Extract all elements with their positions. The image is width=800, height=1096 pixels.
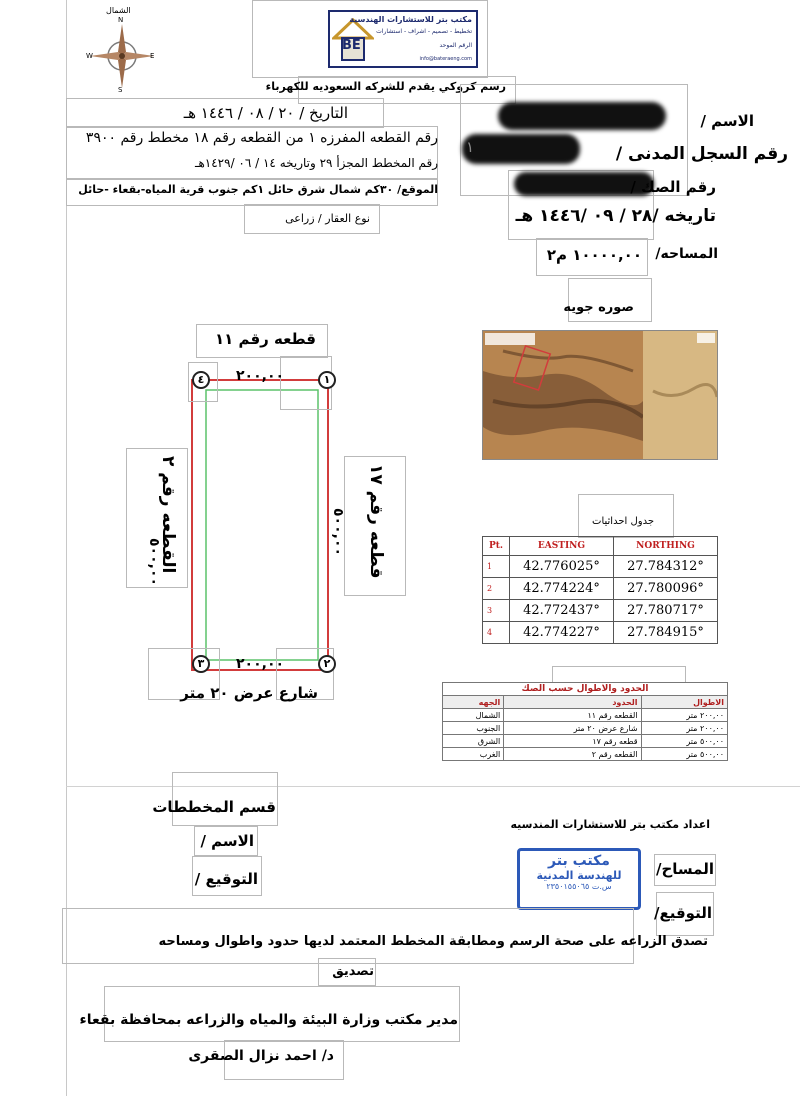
attest-text: تصدق الزراعه على صحة الرسم ومطابقة المخطط المعتمد لديها حدود واطوال ومساحه xyxy=(158,934,708,949)
compass-e: E xyxy=(150,52,155,60)
corner-4-marker: ٤ xyxy=(192,371,210,389)
footer-name: الاسم / xyxy=(200,832,254,850)
table-row xyxy=(443,722,728,735)
length-cell: ٢٠٠,٠٠ متر xyxy=(641,709,727,722)
pt-cell: 3 xyxy=(483,600,510,622)
corner-1-marker: ١ xyxy=(318,371,336,389)
right-length: ٥٠٠,٠٠ xyxy=(330,508,346,557)
area-value: ١٠٠٠٠,٠٠ م٢ xyxy=(546,246,642,264)
stamp-title: مكتب بتر xyxy=(548,853,610,869)
bounds-header-row xyxy=(443,696,728,709)
aerial-photo xyxy=(482,330,718,460)
bottom-length: ٢٠٠,٠٠ xyxy=(236,656,285,672)
easting-cell: 42.774224° xyxy=(510,578,614,600)
northing-cell: 27.780096° xyxy=(614,578,718,600)
redacted-civil xyxy=(462,134,580,164)
stamp-number: س.ت ٢٣٥٠١٥٥٠٦٥ xyxy=(546,882,612,891)
pt-cell: 4 xyxy=(483,622,510,644)
table-row xyxy=(443,735,728,748)
owner-name-label: الاسم / xyxy=(700,112,754,130)
length-cell: ٥٠٠,٠٠ متر xyxy=(641,735,727,748)
east-lot-label: قطعه رقم ١٧ xyxy=(366,464,386,579)
limit-cell: شارع عرض ٢٠ متر xyxy=(504,722,641,735)
corner-2-marker: ٢ xyxy=(318,655,336,673)
aerial-label: صوره جويه xyxy=(563,300,634,315)
south-street-label: شارع عرض ٢٠ متر xyxy=(180,684,318,702)
easting-cell: 42.774227° xyxy=(510,622,614,644)
coords-title: جدول احداثيات xyxy=(592,516,654,527)
west-lot-frame xyxy=(126,448,188,588)
northing-cell: 27.780717° xyxy=(614,600,718,622)
length-cell: ٢٠٠,٠٠ متر xyxy=(641,722,727,735)
office-stamp xyxy=(517,848,641,910)
compass-w: W xyxy=(86,52,93,60)
compass xyxy=(84,6,160,94)
table-row xyxy=(483,600,718,622)
surveyor-label: المساح/ xyxy=(655,860,714,878)
top-length: ٢٠٠,٠٠ xyxy=(236,368,285,384)
compass-s: S xyxy=(118,86,123,94)
dir-cell: الغرب xyxy=(443,748,504,761)
dir-header: الجهه xyxy=(443,696,504,709)
parcel-desc: رقم القطعه المفرزه ١ من القطعه رقم ١٨ مخطط رقم ٣٩٠٠ xyxy=(85,130,438,146)
table-row xyxy=(443,748,728,761)
west-lot-label: القطعه رقم ٢ xyxy=(158,456,178,574)
compass-rose-icon xyxy=(84,18,160,94)
logo-line2: تخطيط - تصميم - اشراف - استشارات xyxy=(376,28,472,35)
parcel-type: نوع العقار / زراعى xyxy=(285,212,370,225)
compass-n: N xyxy=(118,16,124,24)
limit-cell: قطعه رقم ١٧ xyxy=(504,735,641,748)
header-subtitle: رسم كروكي يقدم للشركه السعوديه للكهرباء xyxy=(265,80,506,93)
footer-signature: التوقيع / xyxy=(194,870,258,888)
deed-label: رقم الصك / xyxy=(630,178,716,196)
northing-cell: 27.784915° xyxy=(614,622,718,644)
approve-label: تصديق xyxy=(332,964,374,979)
civil-record-label: رقم السجل المدنى / xyxy=(615,144,788,164)
logo-mark: BE xyxy=(342,38,361,53)
logo-title: مكتب بتر للاستشارات الهندسية xyxy=(349,15,472,24)
northing-cell: 27.784312° xyxy=(614,556,718,578)
parcel-plan: رقم المخطط المجزأ ٢٩ وتاريخه ١٤ / ٠٦ /١٤٢٩هـ xyxy=(194,156,438,170)
left-length: ٥٠٠,٠٠ xyxy=(146,538,162,587)
area-label: المساحه/ xyxy=(655,246,718,262)
civil-tail: ١ xyxy=(466,138,475,156)
north-lot-label: قطعه رقم ١١ xyxy=(215,330,316,348)
easting-header: EASTING xyxy=(510,537,614,556)
deed-date: تاريخه /٢٨ / ٠٩ /١٤٤٦ هـ xyxy=(515,206,716,226)
parcel-boundary xyxy=(192,380,328,670)
limit-cell: القطعه رقم ١١ xyxy=(504,709,641,722)
aerial-terrain-image xyxy=(483,331,717,459)
pt-header: Pt. xyxy=(483,537,510,556)
corner-3-marker: ٣ xyxy=(192,655,210,673)
easting-cell: 42.772437° xyxy=(510,600,614,622)
coordinates-table xyxy=(482,536,718,644)
stamp-sub: للهندسة المدنية xyxy=(536,869,622,882)
limit-cell: القطعه رقم ٢ xyxy=(504,748,641,761)
table-row xyxy=(443,709,728,722)
redacted-name xyxy=(498,102,666,130)
coords-header-row xyxy=(483,537,718,556)
dir-cell: الجنوب xyxy=(443,722,504,735)
company-logo xyxy=(328,10,478,68)
table-row xyxy=(483,578,718,600)
parcel-location: الموقع/ ٣٠كم شمال شرق حائل ١كم جنوب قرية المياه-بقعاء -حائل xyxy=(78,183,438,196)
surveyor-signature: التوقيع/ xyxy=(654,904,712,922)
plans-dept: قسم المخططات xyxy=(152,798,276,816)
northing-header: NORTHING xyxy=(614,537,718,556)
bounds-title-row xyxy=(443,683,728,696)
dir-cell: الشرق xyxy=(443,735,504,748)
prepared-by: اعداد مكتب بتر للاستشارات المندسيه xyxy=(510,818,710,831)
pt-cell: 1 xyxy=(483,556,510,578)
dir-cell: الشمال xyxy=(443,709,504,722)
limit-header: الحدود xyxy=(504,696,641,709)
boundaries-table xyxy=(442,682,728,761)
logo-line4: info@bateraeng.com xyxy=(419,56,472,62)
table-row xyxy=(483,622,718,644)
length-cell: ٥٠٠,٠٠ متر xyxy=(641,748,727,761)
inner-boundary xyxy=(206,390,318,660)
pt-cell: 2 xyxy=(483,578,510,600)
north-label: الشمال xyxy=(106,6,131,15)
table-row xyxy=(483,556,718,578)
length-header: الاطوال xyxy=(641,696,727,709)
director-name: د/ احمد نزال الصقرى xyxy=(188,1048,334,1064)
parcel-date: التاريخ / ٢٠ / ٠٨ / ١٤٤٦ هـ xyxy=(183,104,348,122)
easting-cell: 42.776025° xyxy=(510,556,614,578)
logo-line3: الرقم الموحد xyxy=(439,42,472,49)
bounds-title: الحدود والاطوال حسب الصك xyxy=(443,683,728,696)
director-title: مدير مكتب وزارة البيئة والمياه والزراعه بمحافظة بقعاء xyxy=(79,1012,458,1028)
